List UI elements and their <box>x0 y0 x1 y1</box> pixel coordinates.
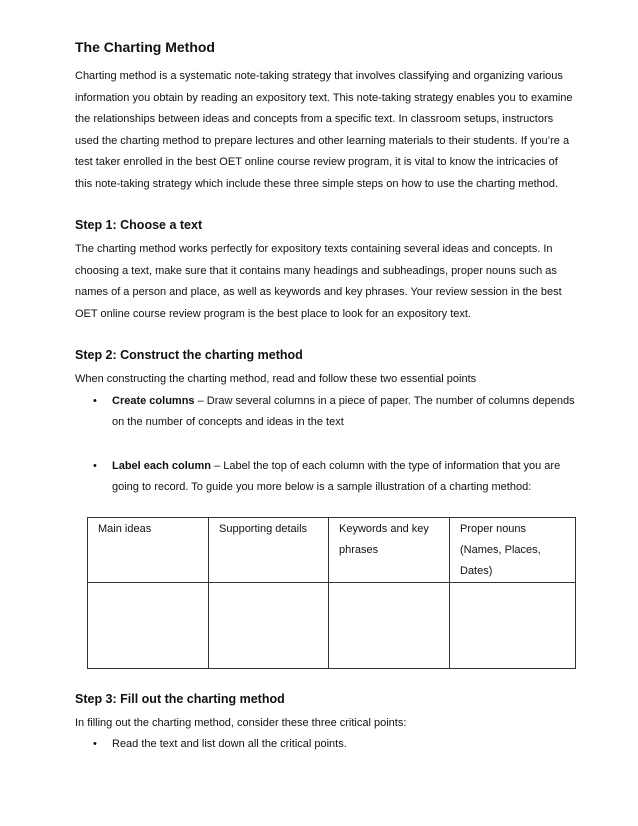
table-row <box>88 582 576 668</box>
step3-heading: Step 3: Fill out the charting method <box>75 691 285 706</box>
step3-lead: In filling out the charting method, consider these three critical points: <box>75 716 407 729</box>
bullet-icon: • <box>93 738 97 750</box>
document-page <box>75 38 575 756</box>
bullet-text: Read the text and list down all the critical points. <box>112 738 347 750</box>
page-title: The Charting Method <box>75 39 215 55</box>
step2-lead: When constructing the charting method, read and follow these two essential points <box>75 373 477 385</box>
step2-section <box>75 347 575 669</box>
step1-section <box>75 217 575 325</box>
list-item <box>75 391 575 434</box>
list-item <box>75 734 575 756</box>
table-cell <box>209 582 329 668</box>
bullet-term: Create columns <box>112 394 195 407</box>
table-cell <box>88 582 209 668</box>
step1-heading: Step 1: Choose a text <box>75 218 203 232</box>
table-header-cell: Proper nouns (Names, Places, Dates) <box>450 517 576 582</box>
bullet-icon: • <box>93 394 97 407</box>
table-header-row <box>88 517 576 582</box>
charting-method-table <box>87 517 576 669</box>
table-cell <box>329 582 450 668</box>
step1-paragraph: The charting method works perfectly for expository texts containing several ideas and concepts. In choosing a text, make sure that it contains many headings and subheadings, proper nouns such as names of a person and place, as well as keywords and key phrases. Your review session in the best OET online course review program is the best place to look for an expository text. <box>75 243 562 320</box>
intro-paragraph: Charting method is a systematic note-taking strategy that involves classifying and organizing various information you obtain by reading an expository text. This note-taking strategy enables you to examine the relationships between ideas and concepts from a specific text. In classroom setups, instructors used the charting method to prepare lectures and other learning materials to their students. If you’re a test taker enrolled in the best OET online course review program, it is vital to know the intricacies of this note-taking strategy which include these three simple steps on how to use the charting method. <box>75 70 573 190</box>
step3-section <box>75 691 575 756</box>
step3-bullet-list <box>75 734 575 756</box>
bullet-term: Label each column <box>112 459 212 472</box>
table-header-cell: Keywords and key phrases <box>329 517 450 582</box>
bullet-text: – Label the top of each column with the type of information that you are going to record. To guide you more below is a sample illustration of a charting method: <box>112 459 561 493</box>
step2-heading: Step 2: Construct the charting method <box>75 348 303 362</box>
bullet-icon: • <box>93 459 97 472</box>
step2-bullet-list <box>75 391 575 499</box>
bullet-text: – Draw several columns in a piece of paper. The number of columns depends on the number of concepts and ideas in the text <box>112 394 575 428</box>
table-header-cell: Supporting details <box>209 517 329 582</box>
table-header-cell: Main ideas <box>88 517 209 582</box>
table-cell <box>450 582 576 668</box>
list-item <box>75 456 575 499</box>
